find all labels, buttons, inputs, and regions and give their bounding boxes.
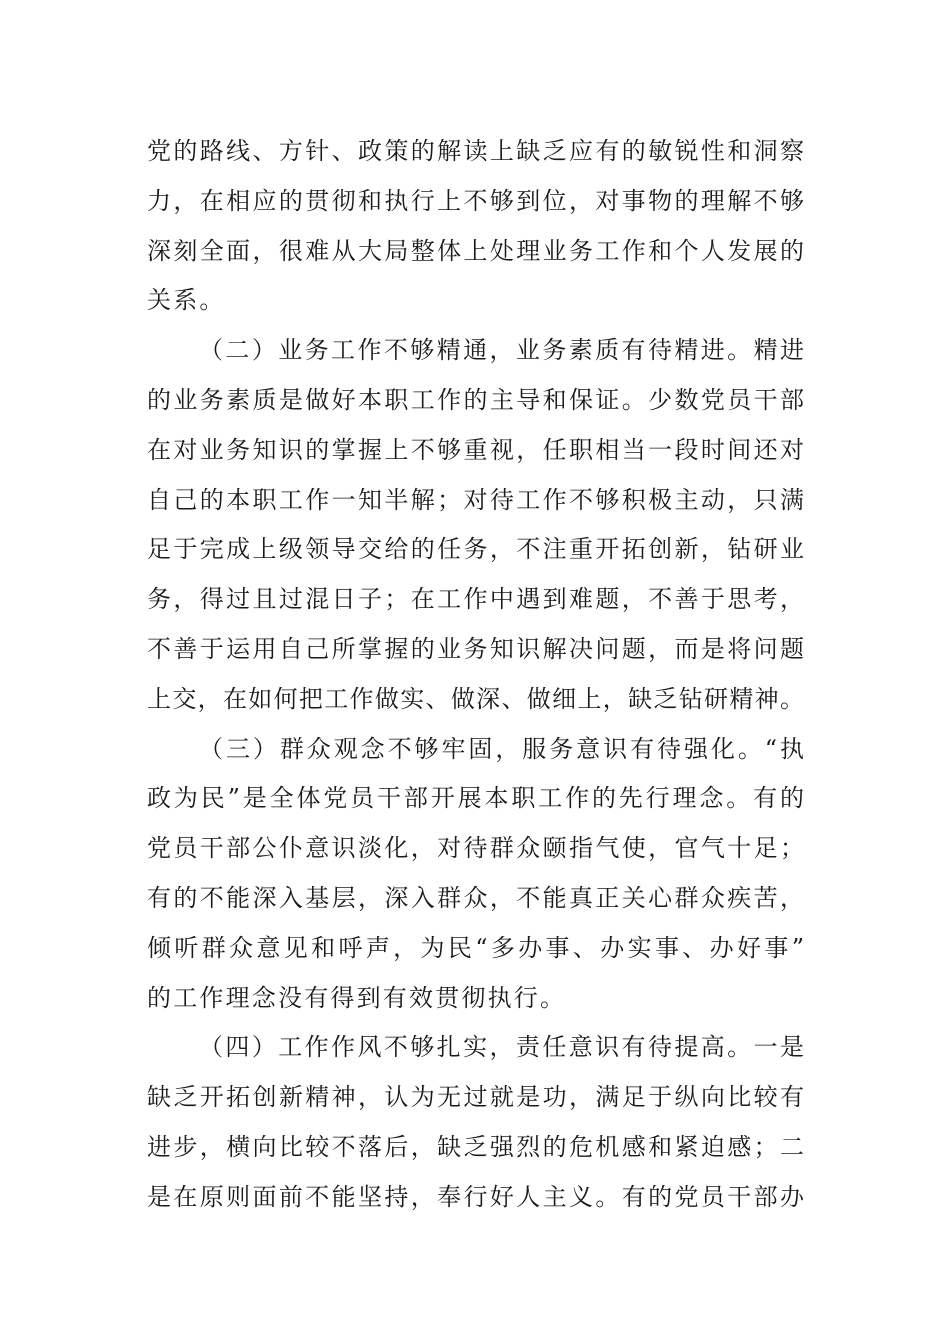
text-line: 的业务素质是做好本职工作的主导和保证。少数党员干部: [147, 385, 804, 414]
text-line: 政为民”是全体党员干部开展本职工作的先行理念。有的: [147, 784, 804, 813]
text-line: 不善于运用自己所掌握的业务知识解决问题，而是将问题: [147, 634, 804, 663]
text-line: 关系。: [147, 286, 226, 315]
text-line: 力，在相应的贯彻和执行上不够到位，对事物的理解不够: [147, 186, 804, 215]
text-line: 深刻全面，很难从大局整体上处理业务工作和个人发展的: [147, 236, 804, 265]
paragraph-2: [147, 326, 804, 724]
text-line: 有的不能深入基层，深入群众，不能真正关心群众疾苦，: [147, 883, 804, 912]
paragraph-1: [147, 127, 804, 326]
text-line: 党员干部公仆意识淡化，对待群众颐指气使，官气十足；: [147, 834, 804, 863]
paragraph-3: [147, 725, 804, 1024]
document-page: [147, 127, 804, 1223]
text-line: 党的路线、方针、政策的解读上缺乏应有的敏锐性和洞察: [147, 137, 804, 165]
text-line: 的工作理念没有得到有效贯彻执行。: [147, 983, 567, 1012]
text-line: 上交，在如何把工作做实、做深、做细上，缺乏钻研精神。: [147, 684, 804, 713]
text-line: 是在原则面前不能坚持，奉行好人主义。有的党员干部办: [147, 1182, 804, 1211]
text-line: 自己的本职工作一知半解；对待工作不够积极主动，只满: [147, 485, 804, 514]
text-line: 在对业务知识的掌握上不够重视，任职相当一段时间还对: [147, 435, 804, 464]
text-line: 进步，横向比较不落后，缺乏强烈的危机感和紧迫感；二: [147, 1132, 804, 1161]
section-heading-line: （四）工作作风不够扎实，责任意识有待提高。一是: [199, 1033, 804, 1062]
section-heading-line: （三）群众观念不够牢固，服务意识有待强化。“执: [199, 734, 804, 763]
section-heading-line: （二）业务工作不够精通，业务素质有待精进。精进: [199, 336, 804, 365]
text-line: 缺乏开拓创新精神，认为无过就是功，满足于纵向比较有: [147, 1083, 804, 1112]
text-line: 务，得过且过混日子；在工作中遇到难题，不善于思考，: [147, 585, 804, 614]
text-line: 倾听群众意见和呼声，为民“多办事、办实事、办好事”: [147, 933, 804, 962]
text-line: 足于完成上级领导交给的任务，不注重开拓创新，钻研业: [147, 535, 804, 564]
paragraph-4: [147, 1023, 804, 1222]
